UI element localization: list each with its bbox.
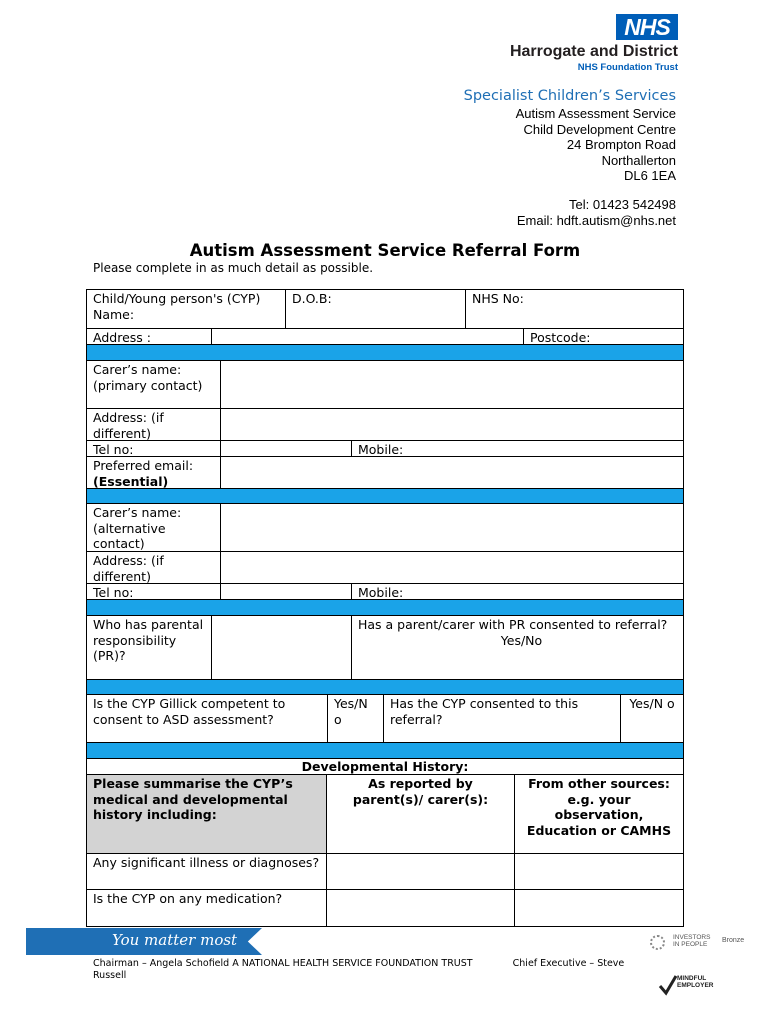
- iip-line2: IN PEOPLE: [673, 941, 708, 948]
- pref-email-field[interactable]: [220, 456, 684, 489]
- medication-other-field[interactable]: [514, 889, 684, 927]
- carer1-tel-field[interactable]: [220, 440, 352, 457]
- form-title: Autism Assessment Service Referral Form: [189, 241, 581, 260]
- address-line: Autism Assessment Service: [515, 106, 676, 121]
- service-title: Specialist Children’s Services: [463, 88, 676, 104]
- mindful-line2: EMPLOYER: [677, 982, 714, 989]
- section-divider: [86, 599, 684, 616]
- telephone: Tel: 01423 542498: [569, 197, 676, 212]
- gillick-label: Is the CYP Gillick competent to consent to ASD assessment?: [86, 694, 328, 743]
- who-pr-field[interactable]: [211, 615, 352, 680]
- russell-text: Russell: [93, 970, 127, 981]
- banner-text: You matter most: [112, 931, 238, 949]
- form-subtitle: Please complete in as much detail as possible.: [93, 261, 374, 275]
- medication-label: Is the CYP on any medication?: [86, 889, 327, 927]
- summarise-label: Please summarise the CYP’s medical and developmental history including:: [86, 774, 327, 854]
- section-divider: [86, 488, 684, 504]
- illness-other-field[interactable]: [514, 853, 684, 890]
- section-divider: [86, 679, 684, 695]
- address-line: Child Development Centre: [523, 121, 676, 137]
- carer2-tel-field[interactable]: [220, 583, 352, 600]
- iip-line1: INVESTORS: [673, 934, 711, 941]
- carer1-address-label: Address: (if different): [86, 408, 221, 441]
- address-line: Northallerton: [601, 152, 676, 168]
- carer2-address-field[interactable]: [220, 551, 684, 584]
- section-divider: [86, 344, 684, 361]
- essential-text: (Essential): [93, 473, 169, 489]
- as-reported-header: As reported by parent(s)/ carer(s):: [326, 774, 515, 854]
- address-line: 24 Brompton Road: [566, 137, 676, 152]
- carer2-mobile-field[interactable]: Mobile:: [351, 583, 684, 600]
- carer1-tel-label: Tel no:: [86, 440, 221, 457]
- carer1-address-field[interactable]: [220, 408, 684, 441]
- section-divider: [86, 742, 684, 759]
- pref-email-label: [86, 456, 221, 489]
- carer1-name-field[interactable]: [220, 360, 684, 409]
- illness-label: Any significant illness or diagnoses?: [86, 853, 327, 890]
- address-field[interactable]: [211, 328, 524, 345]
- email: Email: hdft.autism@nhs.net: [516, 213, 676, 228]
- iip-level: Bronze: [722, 937, 745, 944]
- chairman-text: Chairman – Angela Schofield A NATIONAL HEALTH SERVICE FOUNDATION TRUST: [93, 958, 473, 969]
- nhs-logo: NHS: [616, 14, 678, 40]
- postcode-field[interactable]: Postcode:: [523, 328, 684, 345]
- other-sources-header: From other sources: e.g. your observation, Education or CAMHS: [514, 774, 684, 854]
- investors-in-people-icon: [650, 935, 665, 950]
- chief-exec-text: Chief Executive – Steve: [512, 958, 625, 969]
- carer2-tel-label: Tel no:: [86, 583, 221, 600]
- referral-table: [86, 289, 684, 927]
- pr-consent-question: Has a parent/carer with PR consented to referral?: [358, 617, 668, 632]
- address-label: Address :: [86, 328, 212, 345]
- cyp-consent-label: Has the CYP consented to this referral?: [383, 694, 621, 743]
- contact-block: [517, 197, 676, 229]
- investors-in-people-logo: [673, 934, 710, 948]
- trust-subtitle: NHS Foundation Trust: [577, 62, 678, 73]
- carer2-name-field[interactable]: [220, 503, 684, 552]
- trust-name: Harrogate and District: [509, 43, 678, 60]
- illness-parent-field[interactable]: [326, 853, 515, 890]
- mindful-employer-logo: [677, 975, 713, 989]
- service-address: [464, 87, 676, 184]
- pref-email-text: Preferred email:: [93, 458, 194, 473]
- dob-field[interactable]: D.O.B:: [285, 289, 466, 329]
- nhs-no-field[interactable]: NHS No:: [465, 289, 684, 329]
- address-line: DL6 1EA: [623, 168, 676, 183]
- pr-yes-no: Yes/No: [500, 632, 543, 648]
- gillick-yes-no[interactable]: Yes/N o: [327, 694, 384, 743]
- pr-consent-field[interactable]: [351, 615, 684, 680]
- mindful-line1: MINDFUL: [677, 975, 707, 982]
- who-pr-label: Who has parental responsibility (PR)?: [86, 615, 212, 680]
- carer1-mobile-field[interactable]: Mobile:: [351, 440, 684, 457]
- carer2-address-label: Address: (if different): [86, 551, 221, 584]
- carer1-name-label: Carer’s name: (primary contact): [86, 360, 221, 409]
- cyp-name-label: Child/Young person's (CYP) Name:: [86, 289, 286, 329]
- footer-text: [93, 958, 693, 982]
- mindful-check-icon: [658, 974, 678, 996]
- cyp-consent-yes-no[interactable]: Yes/N o: [620, 694, 684, 743]
- carer2-name-label: Carer’s name: (alternative contact): [86, 503, 221, 552]
- medication-parent-field[interactable]: [326, 889, 515, 927]
- dev-history-heading: Developmental History:: [86, 758, 684, 775]
